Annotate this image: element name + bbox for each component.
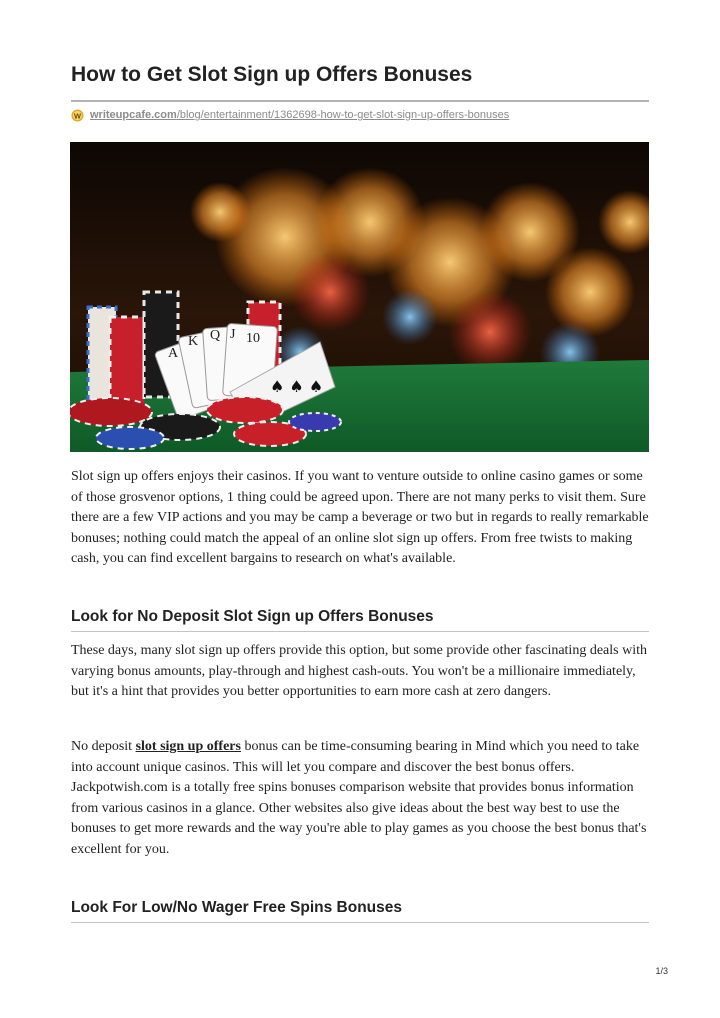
- writeupcafe-logo-icon: [71, 109, 84, 122]
- svg-text:A: A: [168, 346, 179, 361]
- hero-image: [70, 142, 649, 452]
- source-path-link[interactable]: /blog/entertainment/1362698-how-to-get-slot-sign-up-offers-bonuses: [176, 109, 510, 121]
- svg-text:♠ ♠ ♠: ♠ ♠ ♠: [270, 377, 324, 396]
- section-heading-no-deposit: Look for No Deposit Slot Sign up Offers Bonuses: [71, 608, 434, 625]
- source-domain-link[interactable]: writeupcafe.com: [90, 109, 177, 121]
- page-number: 1/3: [655, 966, 668, 976]
- casino-cards-chips-image: [70, 142, 649, 452]
- svg-text:K: K: [188, 334, 199, 349]
- para2-text-after: bonus can be time-consuming bearing in Mind which you need to take into account unique casinos. This will let you compare and discover the best bonus offers. Jackpotwish.com is a totally free spins bonuses comparison website that provides bonus information from various casinos in a glance. Other websites also give ideas about the best way best to use the bonuses to get more rewards and the way you're able to play games as you choose the best bonus that's excellent for you.: [71, 739, 647, 857]
- section-heading-free-spins: Look For Low/No Wager Free Spins Bonuses: [71, 899, 402, 916]
- section-divider: [71, 631, 649, 632]
- section1-paragraph-1: These days, many slot sign up offers provide this option, but some provide other fascinating deals with varying bonus amounts, play-through and highest cash-outs. You won't be a millionaire immediately, but it's a hint that provides you better opportunities to earn more cash at zero dangers.: [71, 643, 647, 700]
- svg-text:W: W: [74, 110, 81, 120]
- section1-paragraph-2: [71, 737, 651, 861]
- svg-text:J: J: [230, 327, 236, 342]
- svg-text:10: 10: [246, 331, 260, 346]
- intro-paragraph: Slot sign up offers enjoys their casinos. If you want to venture outside to online casino games or some of those grosvenor options, 1 thing could be agreed upon. There are not many perks to visit them. Sure there are a few VIP actions and you may be camp a beverage or two but in regards to really remarkable bonuses; nothing could match the appeal of an online slot sign up offers. From free twists to making cash, you can find excellent bargains to research on what's available.: [71, 469, 649, 567]
- para2-text-before: No deposit: [71, 739, 136, 754]
- slot-sign-up-offers-link[interactable]: slot sign up offers: [135, 739, 241, 754]
- source-line: [71, 108, 509, 122]
- svg-text:Q: Q: [210, 328, 221, 343]
- title-divider: [71, 100, 649, 102]
- section-divider: [71, 922, 649, 923]
- page-title: How to Get Slot Sign up Offers Bonuses: [71, 63, 473, 86]
